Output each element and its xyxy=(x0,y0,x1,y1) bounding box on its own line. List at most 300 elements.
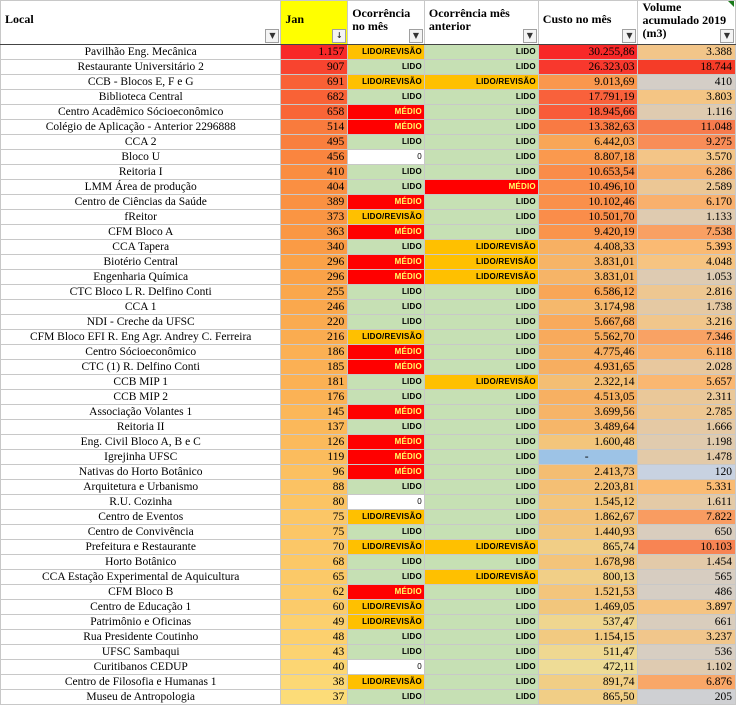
cell-jan[interactable]: 65 xyxy=(281,570,348,585)
cell-ocorrencia-mes[interactable]: LIDO xyxy=(348,90,425,105)
cell-volume[interactable]: 10.103 xyxy=(638,540,736,555)
cell-jan[interactable]: 216 xyxy=(281,330,348,345)
cell-ocorrencia-mes[interactable]: MÉDIO xyxy=(348,435,425,450)
cell-volume[interactable]: 2.028 xyxy=(638,360,736,375)
cell-local[interactable]: UFSC Sambaqui xyxy=(1,645,281,660)
cell-ocorrencia-anterior[interactable]: LIDO/REVISÃO xyxy=(424,255,538,270)
cell-volume[interactable]: 1.198 xyxy=(638,435,736,450)
cell-ocorrencia-anterior[interactable]: LIDO xyxy=(424,150,538,165)
cell-custo[interactable]: 6.442,03 xyxy=(538,135,638,150)
cell-volume[interactable]: 3.897 xyxy=(638,600,736,615)
cell-volume[interactable]: 4.048 xyxy=(638,255,736,270)
cell-ocorrencia-mes[interactable]: LIDO xyxy=(348,390,425,405)
cell-ocorrencia-anterior[interactable]: LIDO xyxy=(424,210,538,225)
table-row[interactable] xyxy=(1,240,736,255)
cell-jan[interactable]: 682 xyxy=(281,90,348,105)
cell-local[interactable]: Pavilhão Eng. Mecânica xyxy=(1,45,281,60)
cell-local[interactable]: Associação Volantes 1 xyxy=(1,405,281,420)
table-row[interactable] xyxy=(1,255,736,270)
cell-local[interactable]: LMM Área de produção xyxy=(1,180,281,195)
cell-custo[interactable]: 30.255,86 xyxy=(538,45,638,60)
table-row[interactable] xyxy=(1,75,736,90)
cell-local[interactable]: Centro Acadêmico Sócioeconômico xyxy=(1,105,281,120)
table-row[interactable] xyxy=(1,330,736,345)
cell-jan[interactable]: 40 xyxy=(281,660,348,675)
cell-jan[interactable]: 96 xyxy=(281,465,348,480)
cell-custo[interactable]: 3.831,01 xyxy=(538,270,638,285)
cell-volume[interactable]: 7.346 xyxy=(638,330,736,345)
table-row[interactable] xyxy=(1,510,736,525)
cell-volume[interactable]: 536 xyxy=(638,645,736,660)
cell-jan[interactable]: 373 xyxy=(281,210,348,225)
cell-volume[interactable]: 486 xyxy=(638,585,736,600)
cell-custo[interactable]: 1.521,53 xyxy=(538,585,638,600)
cell-ocorrencia-mes[interactable]: LIDO xyxy=(348,525,425,540)
cell-jan[interactable]: 363 xyxy=(281,225,348,240)
cell-ocorrencia-mes[interactable]: LIDO xyxy=(348,690,425,705)
cell-ocorrencia-mes[interactable]: LIDO/REVISÃO xyxy=(348,45,425,60)
cell-ocorrencia-anterior[interactable]: LIDO/REVISÃO xyxy=(424,75,538,90)
table-row[interactable] xyxy=(1,195,736,210)
cell-jan[interactable]: 119 xyxy=(281,450,348,465)
table-row[interactable] xyxy=(1,630,736,645)
table-row[interactable] xyxy=(1,360,736,375)
cell-custo[interactable]: 3.489,64 xyxy=(538,420,638,435)
cell-jan[interactable]: 60 xyxy=(281,600,348,615)
dropdown-arrow-icon[interactable]: ▼ xyxy=(523,29,537,43)
table-row[interactable] xyxy=(1,105,736,120)
cell-jan[interactable]: 88 xyxy=(281,480,348,495)
cell-custo[interactable]: 9.013,69 xyxy=(538,75,638,90)
table-row[interactable] xyxy=(1,270,736,285)
cell-volume[interactable]: 7.538 xyxy=(638,225,736,240)
cell-volume[interactable]: 2.816 xyxy=(638,285,736,300)
cell-custo[interactable]: 4.513,05 xyxy=(538,390,638,405)
cell-jan[interactable]: 70 xyxy=(281,540,348,555)
cell-ocorrencia-anterior[interactable]: LIDO xyxy=(424,225,538,240)
cell-ocorrencia-anterior[interactable]: LIDO xyxy=(424,135,538,150)
cell-ocorrencia-anterior[interactable]: LIDO xyxy=(424,495,538,510)
cell-ocorrencia-mes[interactable]: LIDO/REVISÃO xyxy=(348,75,425,90)
cell-ocorrencia-mes[interactable]: LIDO/REVISÃO xyxy=(348,675,425,690)
cell-ocorrencia-anterior[interactable]: LIDO xyxy=(424,555,538,570)
cell-jan[interactable]: 658 xyxy=(281,105,348,120)
cell-ocorrencia-anterior[interactable]: LIDO xyxy=(424,345,538,360)
cell-ocorrencia-mes[interactable]: 0 xyxy=(348,660,425,675)
cell-volume[interactable]: 3.237 xyxy=(638,630,736,645)
table-row[interactable] xyxy=(1,225,736,240)
cell-ocorrencia-anterior[interactable]: LIDO xyxy=(424,105,538,120)
dropdown-arrow-icon[interactable]: ▼ xyxy=(265,29,279,43)
cell-custo[interactable]: 537,47 xyxy=(538,615,638,630)
cell-local[interactable]: Museu de Antropologia xyxy=(1,690,281,705)
cell-local[interactable]: R.U. Cozinha xyxy=(1,495,281,510)
table-row[interactable] xyxy=(1,165,736,180)
table-row[interactable] xyxy=(1,120,736,135)
cell-volume[interactable]: 2.589 xyxy=(638,180,736,195)
cell-local[interactable]: Centro de Educação 1 xyxy=(1,600,281,615)
cell-custo[interactable]: 1.469,05 xyxy=(538,600,638,615)
table-row[interactable] xyxy=(1,615,736,630)
cell-ocorrencia-mes[interactable]: LIDO xyxy=(348,300,425,315)
cell-ocorrencia-mes[interactable]: LIDO xyxy=(348,165,425,180)
cell-volume[interactable]: 9.275 xyxy=(638,135,736,150)
cell-ocorrencia-mes[interactable]: LIDO xyxy=(348,375,425,390)
sort-descending-icon[interactable]: ↓ xyxy=(332,29,346,43)
cell-local[interactable]: Biotério Central xyxy=(1,255,281,270)
table-row[interactable] xyxy=(1,690,736,705)
cell-volume[interactable]: 3.803 xyxy=(638,90,736,105)
cell-ocorrencia-anterior[interactable]: LIDO xyxy=(424,690,538,705)
cell-local[interactable]: Centro de Convivência xyxy=(1,525,281,540)
cell-ocorrencia-anterior[interactable]: LIDO xyxy=(424,90,538,105)
cell-jan[interactable]: 410 xyxy=(281,165,348,180)
cell-custo[interactable]: 1.440,93 xyxy=(538,525,638,540)
header-custo[interactable] xyxy=(538,1,638,45)
cell-custo[interactable]: 511,47 xyxy=(538,645,638,660)
cell-custo[interactable]: 865,50 xyxy=(538,690,638,705)
dropdown-arrow-icon[interactable]: ▼ xyxy=(720,29,734,43)
table-row[interactable] xyxy=(1,90,736,105)
table-row[interactable] xyxy=(1,390,736,405)
cell-local[interactable]: CTC Bloco L R. Delfino Conti xyxy=(1,285,281,300)
cell-local[interactable]: Centro Sócioeconômico xyxy=(1,345,281,360)
cell-ocorrencia-anterior[interactable]: LIDO xyxy=(424,465,538,480)
cell-local[interactable]: Restaurante Universitário 2 xyxy=(1,60,281,75)
table-row[interactable] xyxy=(1,375,736,390)
cell-custo[interactable]: 9.420,19 xyxy=(538,225,638,240)
cell-volume[interactable]: 6.286 xyxy=(638,165,736,180)
cell-volume[interactable]: 120 xyxy=(638,465,736,480)
cell-local[interactable]: Arquitetura e Urbanismo xyxy=(1,480,281,495)
cell-ocorrencia-anterior[interactable]: LIDO xyxy=(424,420,538,435)
table-row[interactable] xyxy=(1,495,736,510)
cell-jan[interactable]: 176 xyxy=(281,390,348,405)
cell-volume[interactable]: 650 xyxy=(638,525,736,540)
dropdown-arrow-icon[interactable]: ▼ xyxy=(622,29,636,43)
cell-local[interactable]: CFM Bloco A xyxy=(1,225,281,240)
cell-local[interactable]: CFM Bloco EFI R. Eng Agr. Andrey C. Ferreira xyxy=(1,330,281,345)
table-row[interactable] xyxy=(1,420,736,435)
cell-local[interactable]: Colégio de Aplicação - Anterior 2296888 xyxy=(1,120,281,135)
cell-custo[interactable]: 3.699,56 xyxy=(538,405,638,420)
cell-local[interactable]: CFM Bloco B xyxy=(1,585,281,600)
cell-volume[interactable]: 3.216 xyxy=(638,315,736,330)
cell-ocorrencia-mes[interactable]: LIDO xyxy=(348,240,425,255)
cell-custo[interactable]: 10.496,10 xyxy=(538,180,638,195)
cell-volume[interactable]: 5.657 xyxy=(638,375,736,390)
cell-ocorrencia-mes[interactable]: MÉDIO xyxy=(348,465,425,480)
cell-ocorrencia-anterior[interactable]: LIDO xyxy=(424,300,538,315)
cell-jan[interactable]: 404 xyxy=(281,180,348,195)
cell-local[interactable]: Biblioteca Central xyxy=(1,90,281,105)
cell-ocorrencia-mes[interactable]: LIDO xyxy=(348,135,425,150)
header-local[interactable] xyxy=(1,1,281,45)
cell-ocorrencia-mes[interactable]: MÉDIO xyxy=(348,405,425,420)
cell-ocorrencia-mes[interactable]: LIDO xyxy=(348,570,425,585)
cell-custo[interactable]: 2.413,73 xyxy=(538,465,638,480)
table-row[interactable] xyxy=(1,660,736,675)
cell-custo[interactable]: 1.545,12 xyxy=(538,495,638,510)
cell-ocorrencia-anterior[interactable]: LIDO xyxy=(424,675,538,690)
table-row[interactable] xyxy=(1,465,736,480)
cell-custo[interactable]: 8.807,18 xyxy=(538,150,638,165)
cell-local[interactable]: Centro de Ciências da Saúde xyxy=(1,195,281,210)
cell-ocorrencia-mes[interactable]: MÉDIO xyxy=(348,195,425,210)
cell-ocorrencia-anterior[interactable]: LIDO/REVISÃO xyxy=(424,375,538,390)
header-volume[interactable] xyxy=(638,1,736,45)
cell-ocorrencia-anterior[interactable]: LIDO xyxy=(424,585,538,600)
cell-volume[interactable]: 1.666 xyxy=(638,420,736,435)
cell-custo[interactable]: 1.678,98 xyxy=(538,555,638,570)
cell-volume[interactable]: 7.822 xyxy=(638,510,736,525)
cell-volume[interactable]: 1.053 xyxy=(638,270,736,285)
table-row[interactable] xyxy=(1,675,736,690)
cell-jan[interactable]: 137 xyxy=(281,420,348,435)
cell-custo[interactable]: 10.102,46 xyxy=(538,195,638,210)
cell-local[interactable]: CCB - Blocos E, F e G xyxy=(1,75,281,90)
cell-custo[interactable]: 472,11 xyxy=(538,660,638,675)
table-row[interactable] xyxy=(1,525,736,540)
cell-jan[interactable]: 255 xyxy=(281,285,348,300)
cell-local[interactable]: Reitoria I xyxy=(1,165,281,180)
cell-volume[interactable]: 205 xyxy=(638,690,736,705)
cell-ocorrencia-mes[interactable]: LIDO xyxy=(348,420,425,435)
table-row[interactable] xyxy=(1,180,736,195)
cell-custo[interactable]: 891,74 xyxy=(538,675,638,690)
cell-jan[interactable]: 220 xyxy=(281,315,348,330)
cell-local[interactable]: Bloco U xyxy=(1,150,281,165)
cell-ocorrencia-mes[interactable]: MÉDIO xyxy=(348,360,425,375)
cell-jan[interactable]: 37 xyxy=(281,690,348,705)
cell-volume[interactable]: 1.116 xyxy=(638,105,736,120)
cell-ocorrencia-mes[interactable]: MÉDIO xyxy=(348,450,425,465)
cell-custo[interactable]: 3.174,98 xyxy=(538,300,638,315)
cell-ocorrencia-anterior[interactable]: LIDO xyxy=(424,525,538,540)
cell-custo[interactable]: 10.653,54 xyxy=(538,165,638,180)
cell-custo[interactable]: 13.382,63 xyxy=(538,120,638,135)
cell-jan[interactable]: 38 xyxy=(281,675,348,690)
table-row[interactable] xyxy=(1,570,736,585)
cell-ocorrencia-anterior[interactable]: LIDO/REVISÃO xyxy=(424,540,538,555)
cell-ocorrencia-anterior[interactable]: LIDO xyxy=(424,600,538,615)
cell-custo[interactable]: 2.203,81 xyxy=(538,480,638,495)
cell-ocorrencia-mes[interactable]: MÉDIO xyxy=(348,345,425,360)
cell-volume[interactable]: 1.454 xyxy=(638,555,736,570)
cell-jan[interactable]: 907 xyxy=(281,60,348,75)
cell-volume[interactable]: 1.102 xyxy=(638,660,736,675)
cell-jan[interactable]: 691 xyxy=(281,75,348,90)
cell-ocorrencia-anterior[interactable]: LIDO xyxy=(424,285,538,300)
cell-ocorrencia-mes[interactable]: LIDO/REVISÃO xyxy=(348,540,425,555)
table-row[interactable] xyxy=(1,285,736,300)
cell-local[interactable]: Patrimônio e Oficinas xyxy=(1,615,281,630)
cell-jan[interactable]: 186 xyxy=(281,345,348,360)
cell-ocorrencia-anterior[interactable]: LIDO/REVISÃO xyxy=(424,570,538,585)
header-jan[interactable] xyxy=(281,1,348,45)
cell-local[interactable]: CCA 1 xyxy=(1,300,281,315)
cell-custo[interactable]: 4.931,65 xyxy=(538,360,638,375)
table-row[interactable] xyxy=(1,315,736,330)
cell-ocorrencia-anterior[interactable]: LIDO xyxy=(424,510,538,525)
cell-volume[interactable]: 3.388 xyxy=(638,45,736,60)
cell-ocorrencia-mes[interactable]: LIDO xyxy=(348,645,425,660)
table-row[interactable] xyxy=(1,45,736,60)
cell-volume[interactable]: 11.048 xyxy=(638,120,736,135)
cell-ocorrencia-anterior[interactable]: LIDO/REVISÃO xyxy=(424,240,538,255)
cell-custo[interactable]: 865,74 xyxy=(538,540,638,555)
cell-custo[interactable]: 1.600,48 xyxy=(538,435,638,450)
cell-local[interactable]: CCA Tapera xyxy=(1,240,281,255)
table-row[interactable] xyxy=(1,210,736,225)
cell-ocorrencia-anterior[interactable]: LIDO xyxy=(424,390,538,405)
cell-ocorrencia-mes[interactable]: LIDO/REVISÃO xyxy=(348,600,425,615)
cell-jan[interactable]: 145 xyxy=(281,405,348,420)
cell-custo[interactable]: 18.945,66 xyxy=(538,105,638,120)
cell-custo[interactable]: 26.323,03 xyxy=(538,60,638,75)
cell-local[interactable]: fReitor xyxy=(1,210,281,225)
cell-jan[interactable]: 75 xyxy=(281,510,348,525)
table-row[interactable] xyxy=(1,345,736,360)
cell-volume[interactable]: 2.785 xyxy=(638,405,736,420)
table-row[interactable] xyxy=(1,585,736,600)
table-row[interactable] xyxy=(1,405,736,420)
cell-local[interactable]: CCA Estação Experimental de Aquicultura xyxy=(1,570,281,585)
cell-custo[interactable]: 5.562,70 xyxy=(538,330,638,345)
cell-ocorrencia-mes[interactable]: MÉDIO xyxy=(348,255,425,270)
cell-jan[interactable]: 43 xyxy=(281,645,348,660)
cell-custo[interactable]: 17.791,19 xyxy=(538,90,638,105)
cell-jan[interactable]: 68 xyxy=(281,555,348,570)
cell-volume[interactable]: 6.876 xyxy=(638,675,736,690)
table-row[interactable] xyxy=(1,300,736,315)
cell-local[interactable]: CCA 2 xyxy=(1,135,281,150)
cell-ocorrencia-anterior[interactable]: LIDO xyxy=(424,315,538,330)
cell-custo[interactable]: 3.831,01 xyxy=(538,255,638,270)
cell-custo[interactable]: 2.322,14 xyxy=(538,375,638,390)
table-row[interactable] xyxy=(1,540,736,555)
cell-local[interactable]: Horto Botânico xyxy=(1,555,281,570)
cell-jan[interactable]: 495 xyxy=(281,135,348,150)
cell-ocorrencia-anterior[interactable]: MÉDIO xyxy=(424,180,538,195)
cell-ocorrencia-anterior[interactable]: LIDO xyxy=(424,360,538,375)
cell-volume[interactable]: 18.744 xyxy=(638,60,736,75)
cell-volume[interactable]: 5.331 xyxy=(638,480,736,495)
cell-custo[interactable]: - xyxy=(538,450,638,465)
cell-ocorrencia-anterior[interactable]: LIDO xyxy=(424,405,538,420)
cell-ocorrencia-mes[interactable]: LIDO xyxy=(348,180,425,195)
table-row[interactable] xyxy=(1,60,736,75)
cell-local[interactable]: CTC (1) R. Delfino Conti xyxy=(1,360,281,375)
cell-local[interactable]: Reitoria II xyxy=(1,420,281,435)
cell-jan[interactable]: 514 xyxy=(281,120,348,135)
cell-jan[interactable]: 49 xyxy=(281,615,348,630)
cell-ocorrencia-mes[interactable]: MÉDIO xyxy=(348,105,425,120)
header-ocorrencia-mes[interactable] xyxy=(348,1,425,45)
cell-ocorrencia-mes[interactable]: MÉDIO xyxy=(348,270,425,285)
cell-custo[interactable]: 4.775,46 xyxy=(538,345,638,360)
cell-local[interactable]: Engenharia Química xyxy=(1,270,281,285)
cell-volume[interactable]: 3.570 xyxy=(638,150,736,165)
cell-jan[interactable]: 48 xyxy=(281,630,348,645)
cell-local[interactable]: Rua Presidente Coutinho xyxy=(1,630,281,645)
cell-ocorrencia-anterior[interactable]: LIDO xyxy=(424,120,538,135)
cell-ocorrencia-anterior[interactable]: LIDO xyxy=(424,660,538,675)
cell-ocorrencia-mes[interactable]: LIDO/REVISÃO xyxy=(348,510,425,525)
cell-jan[interactable]: 75 xyxy=(281,525,348,540)
cell-ocorrencia-anterior[interactable]: LIDO xyxy=(424,480,538,495)
table-row[interactable] xyxy=(1,555,736,570)
table-row[interactable] xyxy=(1,135,736,150)
cell-ocorrencia-mes[interactable]: LIDO xyxy=(348,555,425,570)
cell-local[interactable]: Igrejinha UFSC xyxy=(1,450,281,465)
cell-jan[interactable]: 340 xyxy=(281,240,348,255)
table-row[interactable] xyxy=(1,645,736,660)
cell-ocorrencia-mes[interactable]: LIDO/REVISÃO xyxy=(348,615,425,630)
table-row[interactable] xyxy=(1,150,736,165)
cell-custo[interactable]: 800,13 xyxy=(538,570,638,585)
cell-local[interactable]: Centro de Filosofia e Humanas 1 xyxy=(1,675,281,690)
cell-ocorrencia-mes[interactable]: LIDO/REVISÃO xyxy=(348,330,425,345)
cell-local[interactable]: CCB MIP 2 xyxy=(1,390,281,405)
cell-ocorrencia-anterior[interactable]: LIDO xyxy=(424,330,538,345)
cell-ocorrencia-anterior[interactable]: LIDO xyxy=(424,615,538,630)
cell-local[interactable]: Nativas do Horto Botânico xyxy=(1,465,281,480)
cell-ocorrencia-mes[interactable]: LIDO xyxy=(348,60,425,75)
cell-jan[interactable]: 456 xyxy=(281,150,348,165)
cell-ocorrencia-mes[interactable]: 0 xyxy=(348,495,425,510)
cell-ocorrencia-mes[interactable]: 0 xyxy=(348,150,425,165)
dropdown-arrow-icon[interactable]: ▼ xyxy=(409,29,423,43)
cell-volume[interactable]: 410 xyxy=(638,75,736,90)
cell-jan[interactable]: 185 xyxy=(281,360,348,375)
cell-volume[interactable]: 6.170 xyxy=(638,195,736,210)
cell-ocorrencia-mes[interactable]: MÉDIO xyxy=(348,585,425,600)
cell-ocorrencia-anterior[interactable]: LIDO xyxy=(424,630,538,645)
cell-volume[interactable]: 5.393 xyxy=(638,240,736,255)
cell-volume[interactable]: 2.311 xyxy=(638,390,736,405)
cell-ocorrencia-anterior[interactable]: LIDO xyxy=(424,165,538,180)
cell-ocorrencia-mes[interactable]: MÉDIO xyxy=(348,225,425,240)
cell-volume[interactable]: 661 xyxy=(638,615,736,630)
cell-jan[interactable]: 389 xyxy=(281,195,348,210)
cell-jan[interactable]: 246 xyxy=(281,300,348,315)
cell-volume[interactable]: 1.478 xyxy=(638,450,736,465)
cell-volume[interactable]: 1.611 xyxy=(638,495,736,510)
cell-ocorrencia-mes[interactable]: LIDO xyxy=(348,480,425,495)
cell-ocorrencia-anterior[interactable]: LIDO xyxy=(424,450,538,465)
cell-local[interactable]: NDI - Creche da UFSC xyxy=(1,315,281,330)
cell-local[interactable]: Prefeitura e Restaurante xyxy=(1,540,281,555)
table-row[interactable] xyxy=(1,480,736,495)
table-row[interactable] xyxy=(1,600,736,615)
cell-local[interactable]: CCB MIP 1 xyxy=(1,375,281,390)
cell-volume[interactable]: 1.133 xyxy=(638,210,736,225)
cell-ocorrencia-mes[interactable]: MÉDIO xyxy=(348,120,425,135)
cell-volume[interactable]: 6.118 xyxy=(638,345,736,360)
cell-jan[interactable]: 181 xyxy=(281,375,348,390)
table-row[interactable] xyxy=(1,450,736,465)
cell-ocorrencia-anterior[interactable]: LIDO xyxy=(424,435,538,450)
cell-ocorrencia-mes[interactable]: LIDO xyxy=(348,630,425,645)
cell-custo[interactable]: 1.862,67 xyxy=(538,510,638,525)
cell-jan[interactable]: 296 xyxy=(281,270,348,285)
header-ocorrencia-anterior[interactable] xyxy=(424,1,538,45)
cell-ocorrencia-anterior[interactable]: LIDO xyxy=(424,60,538,75)
cell-jan[interactable]: 62 xyxy=(281,585,348,600)
cell-jan[interactable]: 80 xyxy=(281,495,348,510)
cell-ocorrencia-anterior[interactable]: LIDO/REVISÃO xyxy=(424,270,538,285)
